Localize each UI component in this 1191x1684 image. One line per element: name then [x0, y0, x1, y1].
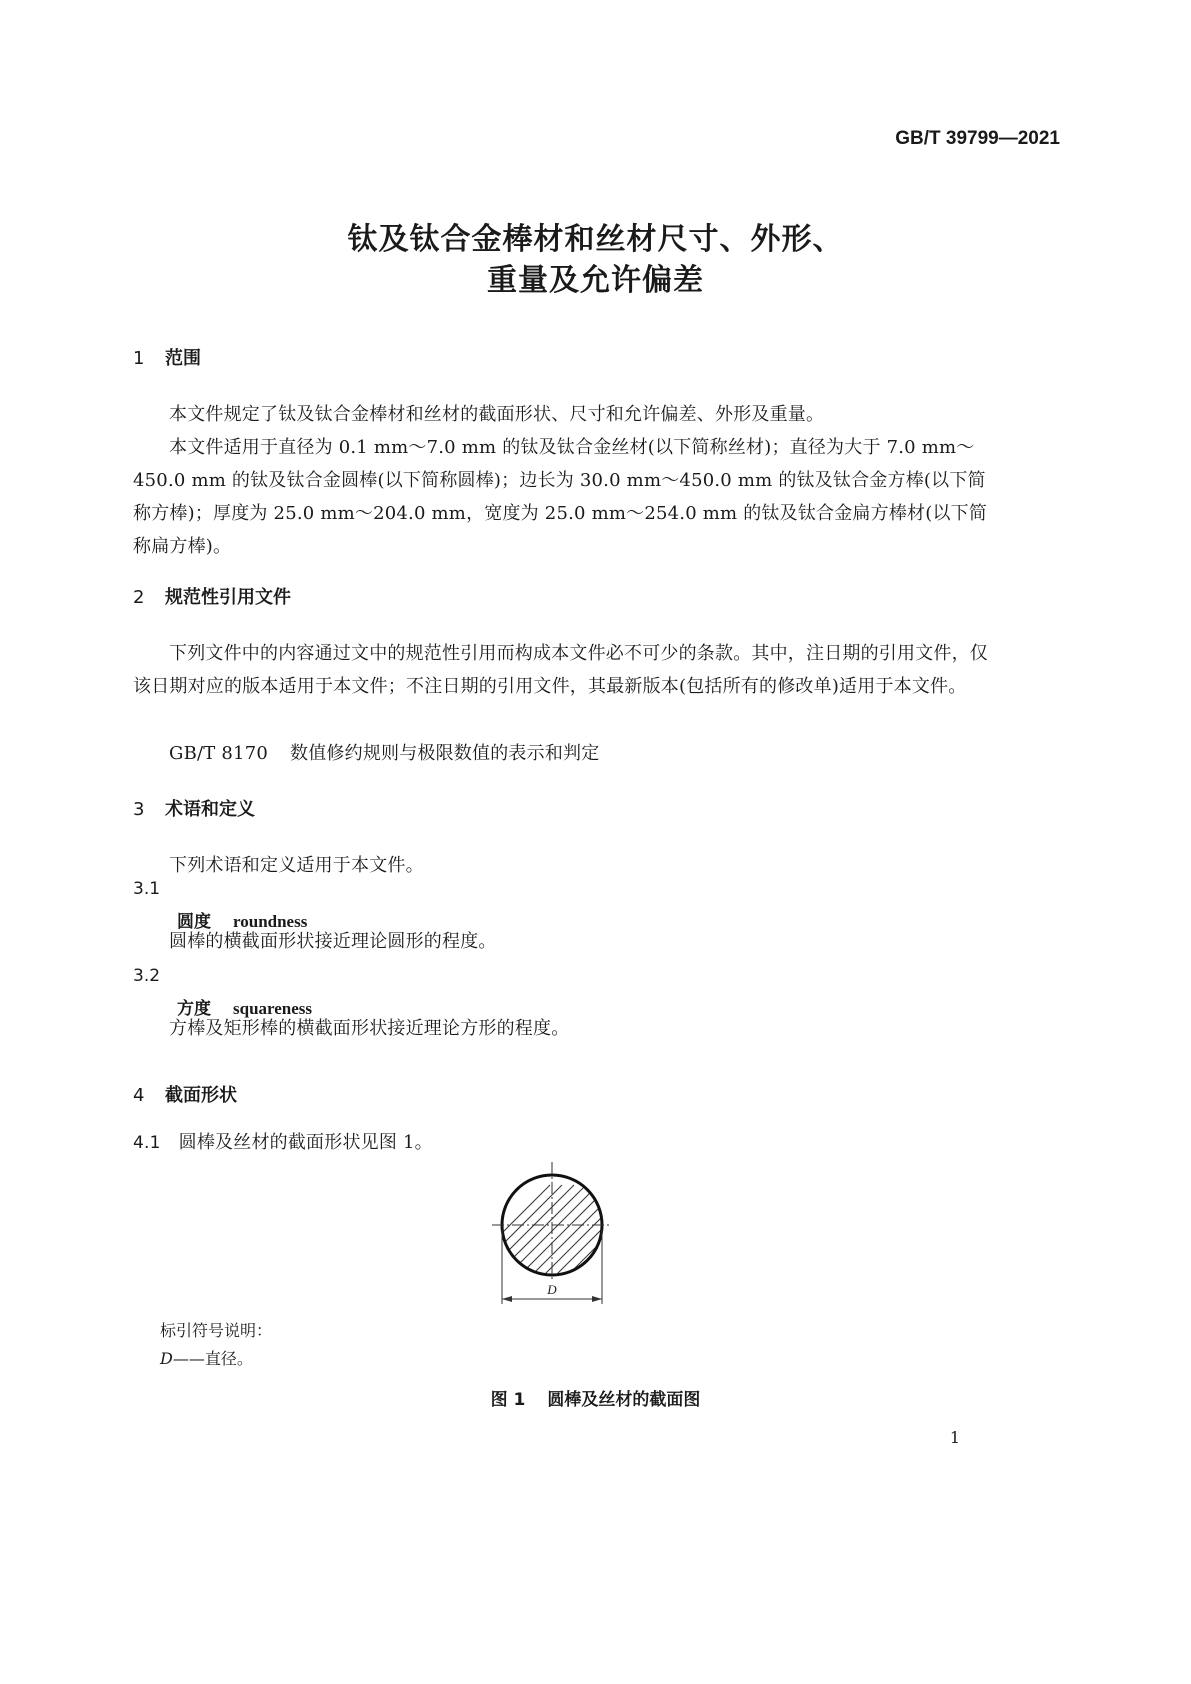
reference-code: GB/T 8170 — [169, 743, 269, 764]
term-chinese: 圆度 — [177, 912, 211, 932]
section-1-title: 范围 — [165, 348, 201, 369]
standard-number: GB/T 39799—2021 — [895, 128, 1060, 149]
section-1-heading — [133, 344, 201, 370]
document-title-line-1: 钛及钛合金棒材和丝材尺寸、外形、 — [347, 222, 844, 257]
section-4-heading — [133, 1081, 237, 1107]
dimension-label: D — [547, 1282, 557, 1297]
term-number: 3.2 — [133, 966, 161, 986]
clause-4-1-text: 圆棒及丝材的截面形状见图 1。 — [178, 1132, 433, 1153]
clause-4-1 — [133, 1126, 433, 1160]
dimension-arrow-right — [592, 1296, 602, 1302]
term-chinese: 方度 — [177, 999, 211, 1019]
figure-key-symbol: D — [160, 1349, 173, 1368]
figure-caption-title: 圆棒及丝材的截面图 — [547, 1390, 701, 1410]
document-title-line-2: 重量及允许偏差 — [487, 263, 704, 298]
section-2-title: 规范性引用文件 — [165, 587, 291, 608]
section-1-paragraph-1: 本文件规定了钛及钛合金棒材和丝材的截面形状、尺寸和允许偏差、外形及重量。 — [169, 404, 825, 425]
figure-1-caption — [0, 1385, 1191, 1410]
figure-1-cross-section — [490, 1160, 630, 1310]
figure-key-description: ——直径。 — [172, 1349, 253, 1368]
section-2-paragraph-1: 下列文件中的内容通过文中的规范性引用而构成本文件必不可少的条款。其中，注日期的引用文件，仅该日期对应的版本适用于本文件；不注日期的引用文件，其最新版本(包括所有的修改单)适用于本文件。 — [133, 643, 988, 697]
section-1-paragraph-2: 本文件适用于直径为 0.1 mm～7.0 mm 的钛及钛合金丝材(以下简称丝材)；直径为大于 7.0 mm～450.0 mm 的钛及钛合金圆棒(以下简称圆棒)；边长为 30.0 mm～450.0 mm 的钛及钛合金方棒(以下简称方棒)；厚度为 25.0 mm～204.0 mm，宽度为 25.0 mm～254.0 mm 的钛及钛合金扁方棒材(以下简称扁方棒)。 — [133, 437, 988, 557]
section-3-intro: 下列术语和定义适用于本文件。 — [169, 855, 424, 876]
hatching — [490, 1185, 630, 1285]
section-3-heading — [133, 795, 255, 821]
section-3-number: 3 — [133, 799, 145, 820]
reference-title: 数值修约规则与极限数值的表示和判定 — [290, 743, 600, 764]
dimension-arrow-left — [502, 1296, 512, 1302]
section-4-title: 截面形状 — [165, 1085, 237, 1106]
term-definition: 圆棒的横截面形状接近理论圆形的程度。 — [169, 931, 497, 952]
page-number: 1 — [949, 1428, 960, 1447]
term-english: squareness — [233, 999, 313, 1018]
normative-reference — [169, 737, 599, 770]
term-definition: 方棒及矩形棒的横截面形状接近理论方形的程度。 — [169, 1018, 570, 1039]
clause-4-1-number: 4.1 — [133, 1133, 161, 1153]
section-2-number: 2 — [133, 587, 145, 608]
figure-caption-number: 图 1 — [490, 1390, 526, 1410]
term-english: roundness — [233, 912, 308, 931]
section-3-title: 术语和定义 — [165, 799, 255, 820]
term-number: 3.1 — [133, 879, 161, 899]
section-1-number: 1 — [133, 348, 145, 369]
section-2-heading — [133, 583, 291, 609]
figure-key-title: 标引符号说明： — [160, 1321, 273, 1340]
section-4-number: 4 — [133, 1085, 145, 1106]
figure-key-entry — [160, 1346, 253, 1369]
